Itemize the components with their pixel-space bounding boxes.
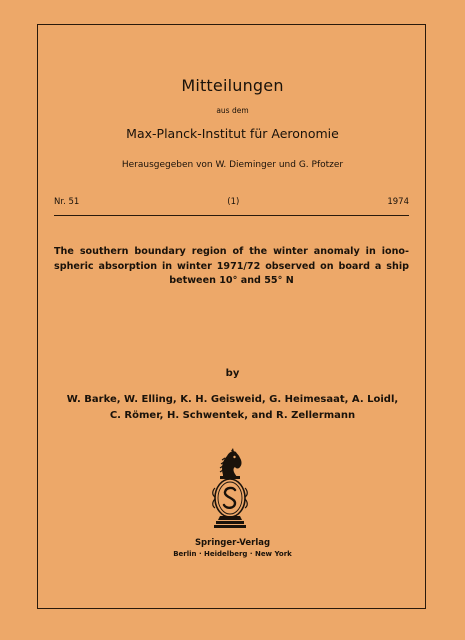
publisher-name: Springer-Verlag: [194, 538, 271, 548]
author-line: C. Römer, H. Schwentek, and R. Zellermann: [109, 410, 356, 421]
issue-part: (1): [227, 197, 240, 207]
publisher-cities: Berlin · Heidelberg · New York: [173, 550, 292, 558]
issue-year: 1974: [387, 197, 409, 207]
author-list: [0, 392, 465, 424]
issue-number: Nr. 51: [54, 197, 80, 207]
by-label: by: [225, 368, 240, 379]
horizontal-rule: [54, 215, 409, 216]
editors-line: Herausgegeben von W. Dieminger und G. Pfotzer: [121, 160, 344, 170]
series-title: Mitteilungen: [181, 76, 284, 95]
author-line: W. Barke, W. Elling, K. H. Geisweid, G. Heimesaat, A. Loidl,: [66, 394, 399, 405]
institute-name: Max-Planck-Institut für Aeronomie: [126, 126, 339, 141]
paper-title-line: The southern boundary region of the winter anomaly in iono-: [54, 246, 409, 257]
springer-knight-logo-icon: [206, 448, 254, 530]
issue-info-row: [54, 197, 409, 207]
paper-title: [54, 245, 409, 289]
paper-title-line: spheric absorption in winter 1971/72 observed on board a ship: [54, 260, 409, 272]
paper-title-line: between 10° and 55° N: [169, 275, 294, 286]
aus-dem-label: aus dem: [216, 106, 249, 115]
